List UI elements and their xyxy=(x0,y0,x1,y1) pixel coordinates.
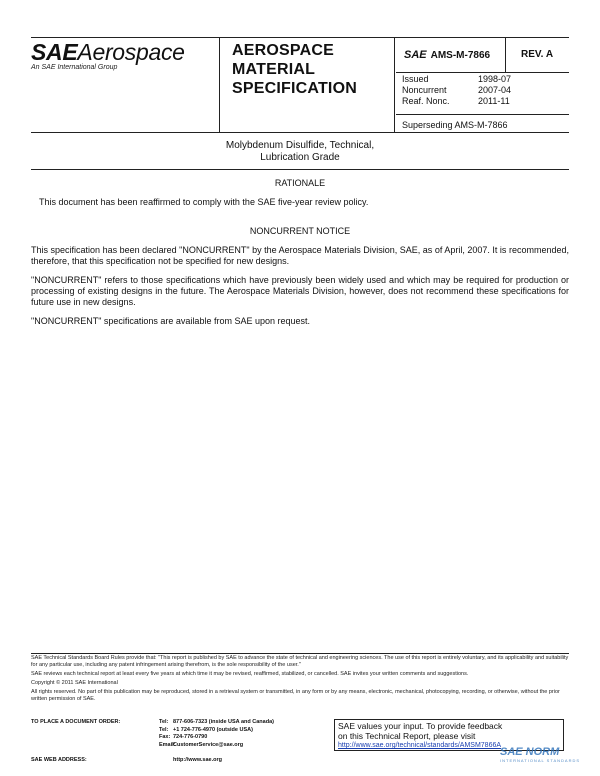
watermark-text: SAE NORM xyxy=(500,746,560,758)
footer-divider xyxy=(31,653,569,654)
feedback-text: on this Technical Report, please visit xyxy=(338,731,476,741)
date-label: Issued xyxy=(402,74,429,84)
logo-tagline: An SAE International Group xyxy=(31,64,118,71)
copyright: Copyright © 2011 SAE International xyxy=(31,680,118,686)
order-contacts xyxy=(31,719,331,749)
contact-row xyxy=(31,727,331,735)
sae-aerospace-logo xyxy=(31,39,221,79)
rationale-heading: RATIONALE xyxy=(274,178,326,188)
web-address-row xyxy=(31,757,331,763)
notice-paragraph: "NONCURRENT" refers to those specifications which have previously been widely used and which may be required for production or processing of existing designs in the future. The Aerospace Materials Division, however, does not recommend these specifications for future use in new designs. xyxy=(31,275,569,307)
web-address-link[interactable]: http://www.sae.org xyxy=(173,757,222,763)
date-label: Reaf. Nonc. xyxy=(402,96,450,106)
date-row xyxy=(396,74,569,85)
legal-footer xyxy=(31,655,569,705)
contact-key: Email: xyxy=(159,741,176,748)
document-body xyxy=(31,178,569,335)
date-row xyxy=(396,85,569,96)
spec-title-line: AEROSPACE xyxy=(232,42,334,59)
document-dates xyxy=(396,74,569,107)
footer-paragraph: SAE Technical Standards Board Rules provide that: "This report is published by SAE to advance the state of technical and engineering sciences. The use of this report is entirely voluntary, and its applicability and suitability for any particular use, including any patent infringement arising therefrom, is the sole responsibility of the user." xyxy=(31,655,569,668)
spec-title-line: SPECIFICATION xyxy=(232,80,357,97)
notice-paragraph: "NONCURRENT" specifications are available from SAE upon request. xyxy=(31,316,310,326)
footer-paragraph: All rights reserved. No part of this publication may be reproduced, stored in a retrieval system or transmitted, in any form or by any means, electronic, mechanical, photocopying, recording, or otherwise, without the prior written permission of SAE. xyxy=(31,689,560,702)
contact-row xyxy=(31,742,331,750)
document-number-cell xyxy=(396,37,506,73)
revision-cell: REV. A xyxy=(521,49,554,60)
watermark-subtext: INTERNATIONAL STANDARDS xyxy=(500,758,581,763)
logo-brand: SAE xyxy=(31,39,78,65)
contact-key: Tel: xyxy=(159,726,169,733)
noncurrent-notice-heading: NONCURRENT NOTICE xyxy=(249,226,351,236)
doc-logo: SAE xyxy=(404,49,427,61)
date-value: 2007-04 xyxy=(478,85,512,95)
date-value: 2011-11 xyxy=(478,96,510,106)
contact-value: +1 724-776-4970 (outside USA) xyxy=(173,726,253,733)
document-title xyxy=(31,132,569,170)
title-line-1: Molybdenum Disulfide, Technical, xyxy=(225,140,375,151)
notice-paragraph: This specification has been declared "NONCURRENT" by the Aerospace Materials Division, SAE, as of April, 2007. It is recommended, therefore, that this specification not be specified for new designs. xyxy=(31,245,569,266)
feedback-link[interactable]: http://www.sae.org/technical/standards/AMSM7866A xyxy=(338,742,502,749)
footer-paragraph: SAE reviews each technical report at least every five years at which time it may be revised, reaffirmed, stabilized, or cancelled. SAE invites your written comments and suggestions. xyxy=(31,671,469,677)
spec-type-title xyxy=(219,37,395,132)
sae-norm-watermark xyxy=(500,746,581,768)
date-row xyxy=(396,96,569,107)
contact-value: 877-606-7323 (inside USA and Canada) xyxy=(173,719,274,725)
contact-value: 724-776-0790 xyxy=(173,734,208,740)
contact-row xyxy=(31,719,331,727)
superseding-note: Superseding AMS-M-7866 xyxy=(396,114,569,132)
title-line-2: Lubrication Grade xyxy=(260,152,340,163)
document-number: AMS-M-7866 xyxy=(430,50,491,61)
date-value: 1998-07 xyxy=(478,74,512,84)
contact-email-link[interactable]: CustomerService@sae.org xyxy=(173,741,244,748)
web-address-label: SAE WEB ADDRESS: xyxy=(31,757,87,763)
contact-row xyxy=(31,734,331,742)
rationale-text: This document has been reaffirmed to comply with the SAE five-year review policy. xyxy=(39,197,369,207)
document-id-row xyxy=(396,37,569,73)
orders-label: TO PLACE A DOCUMENT ORDER: xyxy=(31,719,121,725)
spec-title-line: MATERIAL xyxy=(232,61,316,78)
logo-product: Aerospace xyxy=(77,39,185,65)
date-label: Noncurrent xyxy=(402,85,447,95)
feedback-text: SAE values your input. To provide feedback xyxy=(338,721,503,731)
contact-key: Fax: xyxy=(159,734,171,740)
contact-key: Tel: xyxy=(159,719,169,725)
